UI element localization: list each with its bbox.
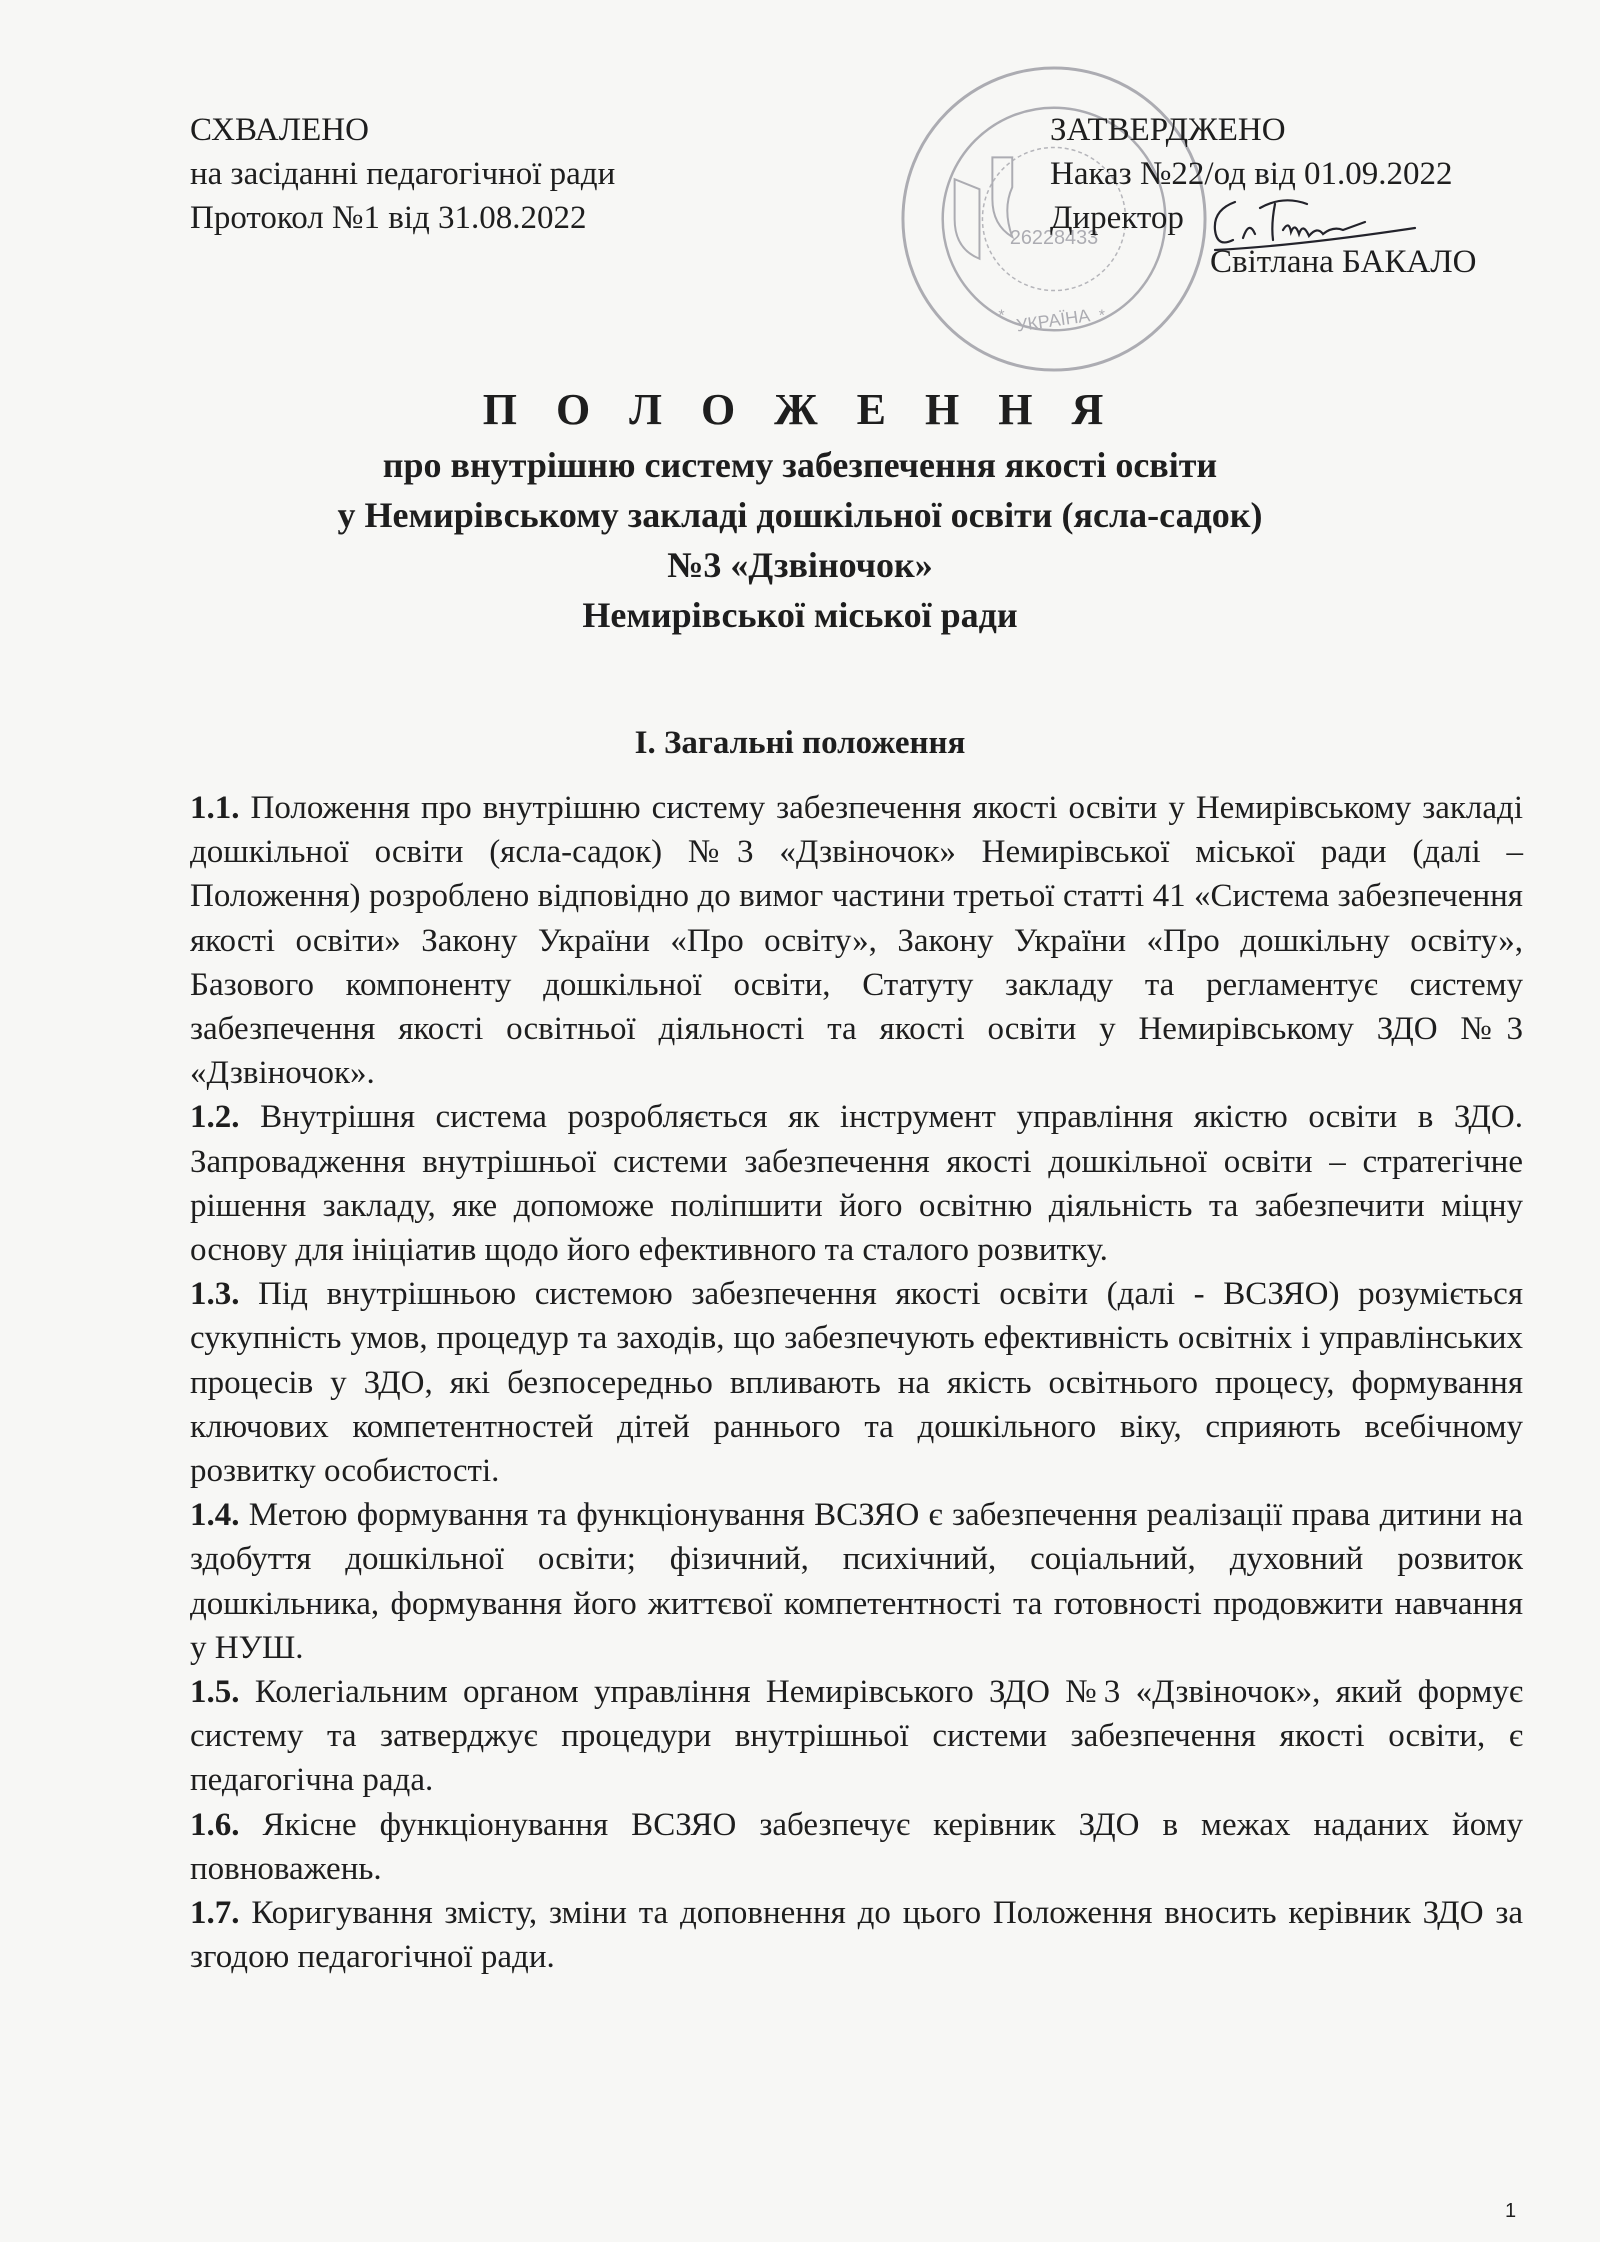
page-number: 1 — [1505, 2200, 1517, 2222]
paragraph-text: Колегіальним органом управління Немирівського ЗДО №3 «Дзвіночок», який формує систему та затверджує процедури внутрішньої системи забезпечення якості освіти, є педагогічна рада. — [190, 1674, 1523, 1799]
document-title-block — [0, 380, 1600, 640]
paragraph — [190, 786, 1523, 1095]
paragraph-text: Якісне функціонування ВСЗЯО забезпечує керівник ЗДО в межах наданих йому повноважень. — [190, 1806, 1523, 1887]
document-body — [190, 786, 1523, 1979]
director-line: Директор — [1050, 200, 1184, 236]
paragraph — [190, 1891, 1523, 1979]
document-title: П О Л О Ж Е Н Н Я — [482, 385, 1118, 434]
paragraph-text: Під внутрішньою системою забезпечення якості освіти (далі - ВСЗЯО) розуміється сукупність умов, процедур та заходів, що забезпечують ефективність освітніх і управлінських процесів у ЗДО, які безпосередньо впливають на якість освітнього процесу, формування ключових компетентностей дітей раннього та дошкільного віку, сприяють всебічному розвитку особистості. — [190, 1276, 1523, 1490]
paragraph — [190, 1493, 1523, 1670]
approved-label: СХВАЛЕНО — [190, 112, 369, 148]
title-line-4: Немирівської міської ради — [582, 595, 1018, 635]
confirmed-label: ЗАТВЕРДЖЕНО — [1050, 112, 1286, 148]
director-signature — [1205, 190, 1420, 260]
paragraph — [190, 1803, 1523, 1891]
svg-text:*: * — [1098, 307, 1105, 325]
paragraph-number: 1.3. — [190, 1276, 240, 1313]
paragraph — [190, 1095, 1523, 1272]
paragraph-text: Внутрішня система розробляється як інструмент управління якістю освіти в ЗДО. Запровадження внутрішньої системи забезпечення якості дошкільної освіти – стратегічне рішення закладу, яке допоможе поліпшити його освітню діяльність та забезпечити міцну основу для ініціатив щодо його ефективного та сталого розвитку. — [190, 1099, 1523, 1269]
approved-by-council: на засіданні педагогічної ради — [190, 156, 616, 192]
paragraph-text: Коригування змісту, зміни та доповнення до цього Положення вносить керівник ЗДО за згодою педагогічної ради. — [190, 1895, 1524, 1976]
paragraph-text: Метою формування та функціонування ВСЗЯО є забезпечення реалізації права дитини на здобуття дошкільної освіти; фізичний, психічний, соціальний, духовний розвиток дошкільника, формування його життєвої компетентності та готовності продовжити навчання у НУШ. — [190, 1497, 1523, 1666]
paragraph-number: 1.4. — [190, 1497, 240, 1534]
section-heading: І. Загальні положення — [634, 725, 966, 761]
paragraph-number: 1.1. — [190, 790, 240, 826]
paragraph-number: 1.6. — [190, 1806, 240, 1843]
order-line: Наказ №22/од від 01.09.2022 — [1050, 156, 1453, 192]
stamp-code: 26228433 — [1009, 226, 1099, 249]
paragraph — [190, 1272, 1523, 1493]
paragraph-number: 1.7. — [190, 1895, 240, 1932]
paragraph-number: 1.2. — [190, 1099, 240, 1136]
approval-block-left — [190, 108, 615, 240]
paragraph-number: 1.5. — [190, 1674, 240, 1711]
stamp-country: УКРАЇНА — [1015, 305, 1092, 336]
svg-text:*: * — [998, 307, 1005, 325]
title-line-2: у Немирівському закладі дошкільної освіти (ясла-садок) — [337, 495, 1263, 535]
paragraph-text: Положення про внутрішню систему забезпечення якості освіти у Немирівському закладі дошкільної освіти (ясла-садок) №3 «Дзвіночок» Немирівської міської ради (далі – Положення) розроблено відповідно до вимог частини третьої статті 41 «Система забезпечення якості освіти» Закону України «Про освіту», Закону України «Про дошкільну освіту», Базового компоненту дошкільної освіти, Статуту закладу та регламентує систему забезпечення якості освітньої діяльності та якості освіти у Немирівському ЗДО №3 «Дзвіночок». — [190, 790, 1523, 1092]
title-line-1: про внутрішню систему забезпечення якості освіти — [382, 445, 1218, 485]
paragraph — [190, 1670, 1523, 1803]
protocol-line: Протокол №1 від 31.08.2022 — [190, 200, 587, 236]
signer-name: Світлана БАКАЛО — [1210, 244, 1477, 280]
title-line-3: №3 «Дзвіночок» — [667, 545, 933, 585]
